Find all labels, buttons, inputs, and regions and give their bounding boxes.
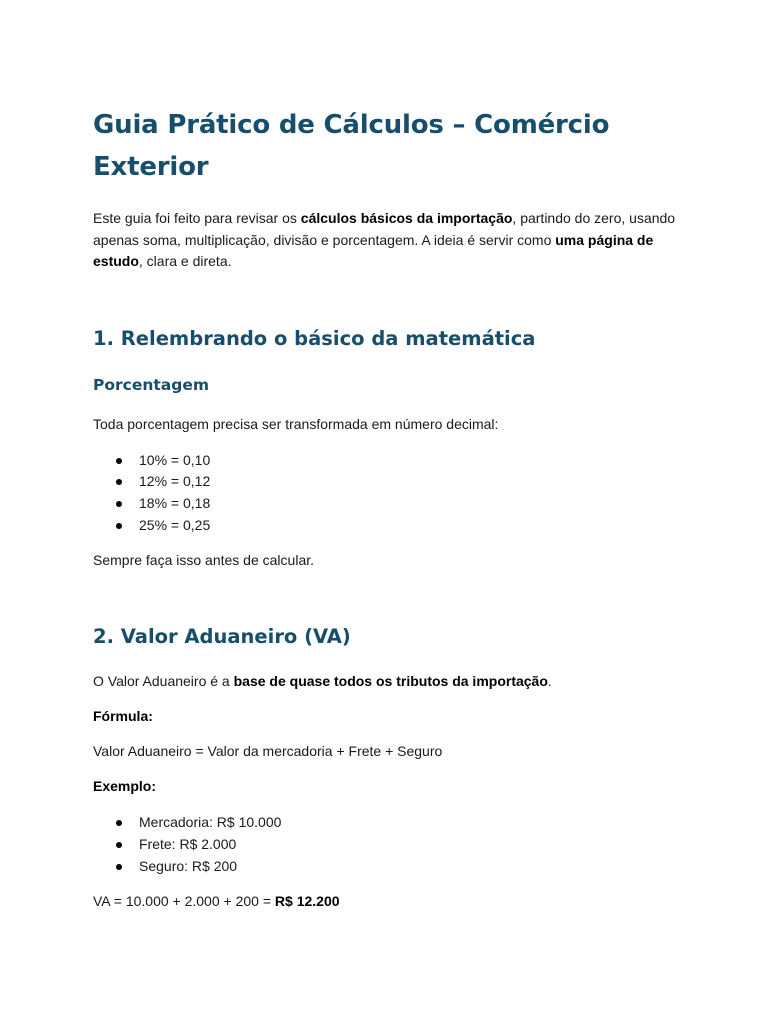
bullet-icon [116,479,122,485]
example-list [93,812,683,877]
list-item [93,515,683,537]
bullet-icon [116,820,122,826]
percentage-note: Sempre faça isso antes de calcular. [93,552,315,569]
percentage-text: Toda porcentagem precisa ser transformada em número decimal: [93,415,499,432]
list-item [93,812,683,834]
section-2-heading: 2. Valor Aduaneiro (VA) [93,625,351,649]
bullet-icon [116,523,122,529]
section-1-heading: 1. Relembrando o básico da matemática [93,326,536,350]
bullet-icon [116,501,122,507]
customs-value-text-pre: O Valor Aduaneiro é a [93,673,234,690]
document-title: Guia Prático de Cálculos – Comércio Exterior [93,110,610,182]
list-item-text: Seguro: R$ 200 [139,857,238,874]
list-item-text: 12% = 0,12 [139,473,211,490]
example-label: Exemplo: [93,778,157,795]
formula-label: Fórmula: [93,708,153,725]
bullet-icon [116,842,122,848]
intro-text-2: , partindo do zero, usando apenas soma, multiplicação, divisão e porcentagem. A ideia é servir como [93,210,676,248]
intro-text-1: Este guia foi feito para revisar os [93,210,301,226]
example-result-bold: R$ 12.200 [274,893,340,910]
example-result-pre: VA = 10.000 + 2.000 + 200 = [93,893,275,910]
bullet-icon [116,458,122,464]
section-math-basics [93,325,683,571]
list-item-text: Frete: R$ 2.000 [139,836,237,853]
customs-value-text-post: . [547,673,552,690]
percentage-list [93,450,683,537]
list-item-text: 10% = 0,10 [139,451,211,468]
example-result [93,891,683,911]
bullet-icon [116,864,122,870]
section-customs-value [93,623,683,911]
intro-bold-2: uma página de estudo [93,231,654,269]
list-item-text: 18% = 0,18 [139,494,211,511]
list-item [93,471,683,493]
list-item-text: 25% = 0,25 [139,516,211,533]
customs-value-text-bold: base de quase todos os tributos da importação [233,673,548,690]
intro-paragraph [93,208,683,273]
formula-text: Valor Aduaneiro = Valor da mercadoria + Frete + Seguro [93,743,443,760]
list-item [93,450,683,472]
intro-text-3: , clara e direta. [138,253,232,269]
list-item-text: Mercadoria: R$ 10.000 [139,814,282,831]
list-item [93,856,683,878]
document-page [93,104,683,911]
customs-value-text [93,671,683,691]
intro-bold-1: cálculos básicos da importação [300,210,513,226]
percentage-subheading: Porcentagem [93,375,210,394]
list-item [93,493,683,515]
list-item [93,834,683,856]
